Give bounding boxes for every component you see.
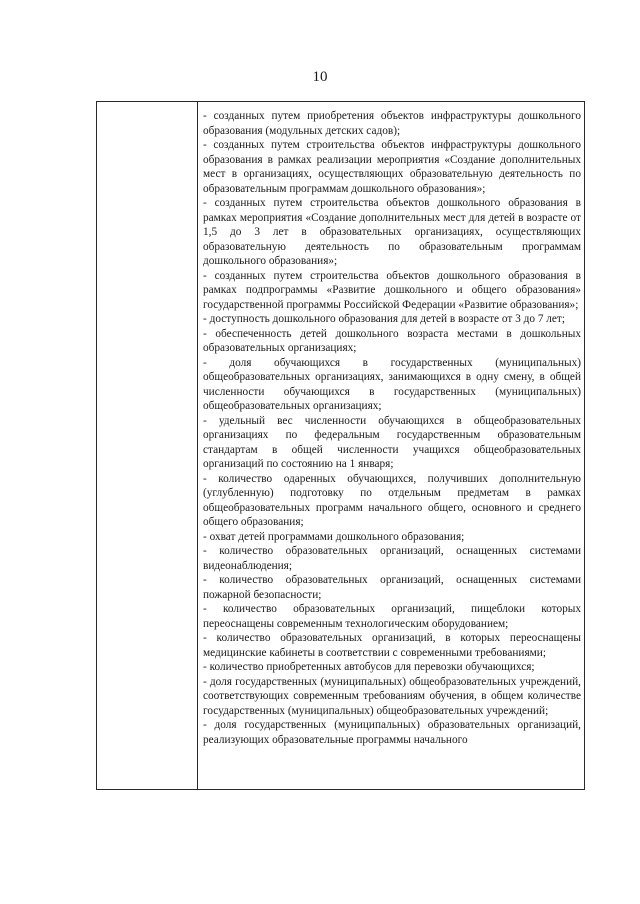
indicator-item: - количество образовательных организаций, оснащенных системами пожарной безопасности; (203, 574, 581, 601)
indicator-item: - созданных путем строительства объектов дошкольного образования в рамках мероприятия «Создание дополнительных мест для детей в возрасте от 1,5 до 3 лет в образовательных организациях, осуществляющих образовательную деятельность по образовательным программам дошкольного образования»; (203, 197, 581, 267)
indicator-item: - количество образовательных организаций, в которых переоснащены медицинские кабинеты в соответствии с современными требованиями; (203, 632, 581, 659)
indicator-item: - количество образовательных организаций, оснащенных системами видеонаблюдения; (203, 545, 581, 572)
indicator-item: - количество одаренных обучающихся, получивших дополнительную (углубленную) подготовку по отдельным предметам в рамках общеобразовательных программ начального общего, основного и среднего общего образования; (203, 472, 581, 528)
indicator-item: - охват детей программами дошкольного образования; (203, 530, 465, 543)
indicator-item: - доля государственных (муниципальных) общеобразовательных учреждений, соответствующих современным требованиям обучения, в общем количестве государственных (муниципальных) общеобразовательных учреждений; (203, 675, 581, 717)
indicator-item: - количество образовательных организаций, пищеблоки которых переоснащены современным технологическим оборудованием; (203, 603, 581, 630)
indicator-item: - созданных путем строительства объектов дошкольного образования в рамках подпрограммы «Развитие дошкольного и общего образования» государственной программы Российской Федерации «Развитие образования»; (203, 269, 581, 311)
indicator-item: - доля государственных (муниципальных) образовательных организаций, реализующих образовательные программы начального (203, 719, 581, 746)
table-left-cell (97, 102, 198, 789)
indicator-item: - удельный вес численности обучающихся в общеобразовательных организациях по федеральным государственным образовательным стандартам в общей численности учащихся общеобразовательных организаций по состоянию на 1 января; (203, 414, 581, 470)
indicator-item: - обеспеченность детей дошкольного возраста местами в дошкольных образовательных организациях; (203, 327, 581, 354)
indicator-item: - доля обучающихся в государственных (муниципальных) общеобразовательных организациях, занимающихся в одну смену, в общей численности обучающихся в государственных (муниципальных) общеобразовательных организациях; (203, 356, 581, 412)
indicator-item: - созданных путем строительства объектов инфраструктуры дошкольного образования в рамках реализации мероприятия «Создание дополнительных мест в организациях, осуществляющих образовательную деятельность по образовательным программам дошкольного образования»; (203, 139, 581, 195)
indicators-table (96, 101, 585, 790)
table-right-cell (198, 102, 584, 789)
indicator-item: - созданных путем приобретения объектов инфраструктуры дошкольного образования (модульных детских садов); (203, 110, 581, 137)
indicator-item: - доступность дошкольного образования для детей в возрасте от 3 до 7 лет; (203, 313, 566, 325)
page-number: 10 (312, 69, 328, 85)
indicator-item: - количество приобретенных автобусов для перевозки обучающихся; (203, 661, 535, 673)
